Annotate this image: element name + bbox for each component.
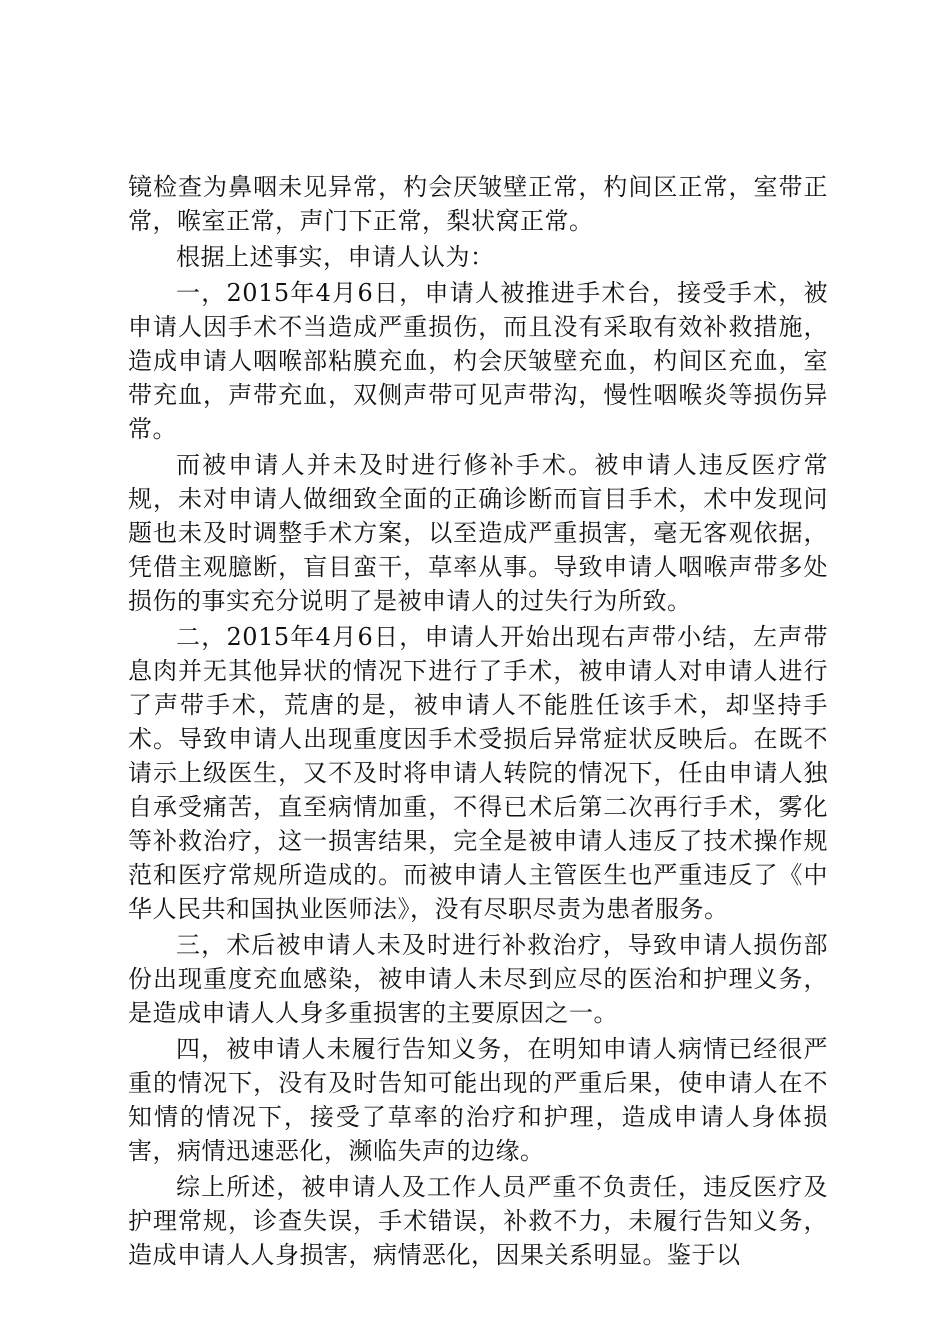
paragraph-intro: 根据上述事实，申请人认为： bbox=[176, 243, 495, 271]
paragraph-point-1: 一，2015年4月6日，申请人被推进手术台，接受手术，被申请人因手术不当造成严重损伤，而且没有采取有效补救措施，造成申请人咽喉部粘膜充血，杓会厌皱壁充血，杓间区充血，室带充血，声带充血，双侧声带可见声带沟，慢性咽喉炎等损伤异常。 bbox=[128, 279, 828, 443]
paragraph-point-1-continued: 而被申请人并未及时进行修补手术。被申请人违反医疗常规，未对申请人做细致全面的正确诊断而盲目手术，术中发现问题也未及时调整手术方案，以至造成严重损害，毫无客观依据，凭借主观臆断，盲目蛮干，草率从事。导致申请人咽喉声带多处损伤的事实充分说明了是被申请人的过失行为所致。 bbox=[128, 451, 828, 615]
paragraph-summary: 综上所述，被申请人及工作人员严重不负责任，违反医疗及护理常规，诊查失误，手术错误，补救不力，未履行告知义务，造成申请人人身损害，病情恶化，因果关系明显。鉴于以 bbox=[128, 1173, 828, 1269]
paragraph-point-4: 四，被申请人未履行告知义务，在明知申请人病情已经很严重的情况下，没有及时告知可能出现的严重后果，使申请人在不知情的情况下，接受了草率的治疗和护理，造成申请人身体损害，病情迅速恶化，濒临失声的边缘。 bbox=[128, 1035, 828, 1165]
paragraph-point-2: 二，2015年4月6日，申请人开始出现右声带小结，左声带息肉并无其他异状的情况下进行了手术，被申请人对申请人进行了声带手术，荒唐的是，被申请人不能胜任该手术，却坚持手术。导致申请人出现重度因手术受损后异常症状反映后。在既不请示上级医生，又不及时将申请人转院的情况下，任由申请人独自承受痛苦，直至病情加重，不得已术后第二次再行手术，雾化等补救治疗，这一损害结果，完全是被申请人违反了技术操作规范和医疗常规所造成的。而被申请人主管医生也严重违反了《中华人民共和国执业医师法》，没有尽职尽责为患者服务。 bbox=[128, 623, 828, 923]
paragraph-continuation: 镜检查为鼻咽未见异常，杓会厌皱壁正常，杓间区正常，室带正常，喉室正常，声门下正常，梨状窝正常。 bbox=[128, 173, 828, 235]
document-body bbox=[128, 170, 828, 1274]
paragraph-point-3: 三，术后被申请人未及时进行补救治疗，导致申请人损伤部份出现重度充血感染，被申请人未尽到应尽的医治和护理义务，是造成申请人人身多重损害的主要原因之一。 bbox=[128, 931, 828, 1027]
